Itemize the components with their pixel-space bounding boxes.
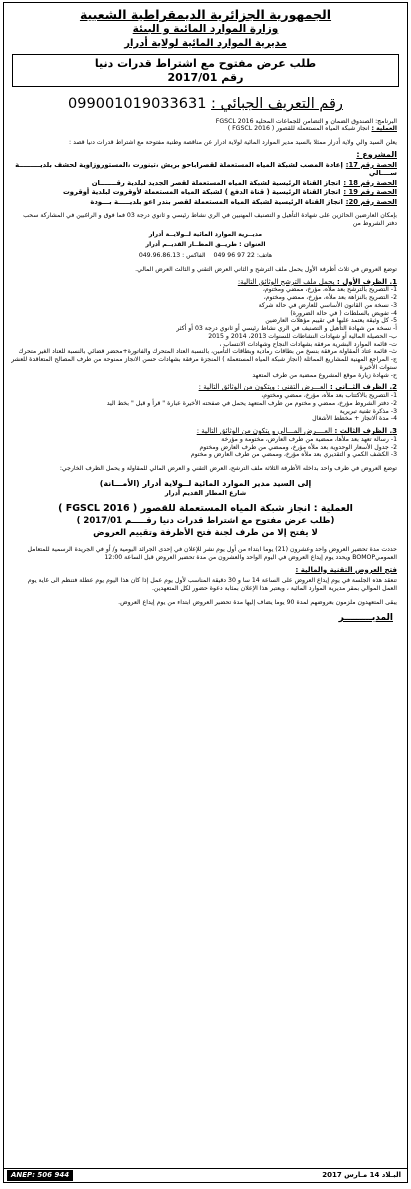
lot-17-label: الحصة رقم 17: (345, 160, 397, 169)
contact-line (4, 252, 407, 260)
phone: هاتف: 22 97 96 049 (213, 252, 273, 260)
tender-title-box (12, 54, 399, 88)
anep-number: ANEP: 506 944 (7, 1170, 73, 1181)
list-item: ب- الحصيلة المالية أو شهادات النشاطات للسنوات 2013، 2014 و 2015 (208, 332, 397, 340)
fiscal-id-label: رقم التعريف الجبائي : (211, 96, 343, 113)
envelope1-subtitle: يحمل ملف الترشح الوثائق التالية: (237, 277, 335, 286)
list-item: 1- التصريح بالترشح بعد ملأه، مؤرخ، ممضي ومختوم، (262, 286, 397, 294)
operation-heading: العملية : انجاز شبكة المياه المستعملة للقصور ( FGSCL 2016 ) (58, 503, 353, 515)
envelope3-title: 3. الظرف الثالث : العــــرض المـــالي و يتكون من الوثائق التالية : (196, 427, 397, 436)
operation-note: لا يفتح إلا من طرف لجنة فتح الأظرفة وتقييم العروض (93, 527, 318, 538)
tender-title: طلب عرض مفتوح مع اشتراط قدرات دنيا (94, 56, 317, 70)
envelope3-subtitle: العــــرض المـــالي و يتكون من الوثائق التالية : (196, 427, 333, 436)
recipient-line: إلى السيد مدير الموارد المائية لــولاية أدرار (الأمـــانة) (99, 478, 312, 488)
list-item: 1- رسالة تعهد بعد ملأها، ممضية من طرف العارض، مختومة و مؤرخة (221, 435, 397, 443)
list-item: ت- قائمة الموارد البشرية مرفقة بشهادات النجاح وشهادات الانتساب ، (219, 340, 397, 348)
lot-20-text: انجاز القناة الرئيسية لشبكة المياه المستعملة لقصر بندر اعو بلديـــــة بـــودة (90, 197, 343, 206)
deposit-text: توضع العروض في ظرف واحد بداخله الأظرفة الثلاثة ملف الترشح، العرض التقني و العرض المالي للمقاولة و يحمل الظرف الخارجي: (59, 465, 397, 473)
list-item: أ- نسخة من شهادة التأهيل و التصنيف في الري نشاط رئيسي أو ثانوي درجة 03 أو أكثر (176, 325, 397, 333)
list-item: 1- التصريح بالاكتتاب بعد ملأه، مؤرخ، ممضي ومختوم، (261, 392, 397, 400)
envelope2-list (4, 392, 407, 423)
operation-tender: (طلب عرض مفتوح مع اشتراط قدرات دنيا رقـــــم 2017/01 ) (76, 515, 335, 526)
deadline-text: حددت مدة تحضير العروض واحد وعشرون (21) يوما ابتداء من أول يوم نشر للإعلان في إحدى الجرائد اليومية و/ أو في الجريدة الرسمية للمتعامل العموميBOMOP ويحدد يوم إيداع العروض في اليوم الواحد والعشرون من مدة تحضير العروض قبل الساعة 12:00 (27, 546, 397, 561)
list-item: 2- جدول الأسعار الوحدوية بعد ملأه مؤرخ، وممضي من طرف العارض ومختوم (199, 443, 397, 451)
lot-19-text: انجاز القناة الرئيسية ( قناة الدفع ) لشبكة المياه المستعملة لأوقروت لبلدية أوقروت (62, 188, 341, 197)
project-block (4, 150, 407, 206)
withdraw-place: مديــرية الموارد المائية لــولايــة أدرار (148, 230, 263, 238)
operation-label: العملية : (371, 125, 397, 133)
signature: المديـــــــــر (338, 612, 393, 623)
envelope2-title: 2. الظرف الثــاني : العـــرض التقني : ويتكون من الوثائق التالية : (198, 383, 397, 392)
envelope1-list (4, 286, 407, 379)
list-item: 4- تفويض بالسلطات ( في حالة الضرورة) (290, 309, 397, 317)
fiscal-id-value: 099001019033631 (68, 96, 207, 113)
list-item: 2- التصريح بالنزاهة بعد ملأه، مؤرخ، ممضي ومختوم، (263, 294, 397, 302)
envelope3-list (4, 436, 407, 459)
list-item: ث- قائمة عتاد المقاولة مرفقة بنسخ من بطاقات رمادية وبطاقات التأمين، بالنسبة العتاد المتحرك والفاتورة+محضر قضائي بالنسبة للعتاد الغير متحرك (18, 348, 397, 356)
ministry-title: وزارة الموارد المائية و البيئة (132, 23, 279, 36)
list-item: 4- مدة الانجاز + مخطط الأشغال (312, 415, 397, 423)
operation-text: انجاز شبكة المياه المستعملة للقصور ( FGSCL 2016 ) (227, 125, 370, 133)
fiscal-id (4, 95, 407, 113)
tender-number: رقم 2017/01 (167, 70, 244, 84)
program-line: البرنامج: الصندوق الضمان و التضامن للجماعات المحلية FGSCL 2016 (215, 117, 397, 125)
lot-19-label: الحصة رقم 19 : (343, 188, 397, 197)
program-block (4, 118, 407, 134)
fax: الفاكس : 049.96.86.13 (138, 252, 206, 260)
offers-intro: توضع العروض في ثلاث أظرفة الأول يحمل ملف الترشح و الثاني العرض التقني و الثالث العرض المالي. (135, 265, 397, 273)
newspaper-date: البـلاد 14 مـارس 2017 (322, 1171, 401, 1179)
list-item: ح- شهادة زيارة موقع المشروع ممضية من طرف المتعهد (252, 371, 397, 379)
lot-20-label: الحصة رقم 20: (345, 197, 397, 206)
envelope2-subtitle: العـــرض التقني : ويتكون من الوثائق التالية : (198, 383, 328, 392)
lot-17-text: إعادة المصب لشبكة المياه المستعملة لقصراباحو بريش ،تينورت ،المستوروزاوية لحشف بلديـــــــــة ســــالي (15, 160, 397, 178)
list-item: 3- مذكرة تقنية تبريرية (339, 407, 397, 415)
lot-18-label: الحصة رقم 18 : (343, 178, 397, 187)
republic-title: الجمهورية الجزائرية الديمقراطية الشعبية (79, 7, 332, 22)
intro-text: يعلن السيد والي ولاية أدرار ممثلا بالسيد مدير الموارد المائية لولاية ادرار عن مناقصة وطنية مفتوحة مع اشتراط قدرات دنيا قصد : (69, 139, 397, 147)
address-line: العنوان : طريــق المطــار القديــم أدرار (145, 241, 266, 249)
eligibility-text: بإمكان العارضين الحائزين على شهادة التأهيل و التصنيف المهنيين في الري نشاط رئيسي و ثانوي درجة 03 فما فوق و الراغبين في المشاركة سحب دفتر الشروط من (23, 212, 397, 227)
envelope1-title: 1. الظرف الأول : يحمل ملف الترشح الوثائق التالية: (237, 277, 397, 286)
recipient-address: شارع المطار القديم أدرار (164, 488, 247, 497)
list-item: ج- المراجع المهنية للمشاريع المماثلة (انجاز شبكة المياه المستعملة ) المنجزة مرفقة بشهادات حسن الانجاز ممنوحة من طرف المصالح المتعاقدة للعشر سنوات الأخيرة (11, 356, 397, 371)
opening-title: فتح العروض التقنية والمالية : (295, 565, 397, 574)
list-item: 3- نسخة من القانون الأساسي للعارض في حالة شركة (258, 301, 397, 309)
directorate-title: مديرية الموارد المائية لولاية أدرار (124, 37, 287, 49)
validity-text: يبقى المتعهدون ملزمون بعروضهم لمدة 90 يوما يضاف إليها مدة تحضير العروض ابتداء من يوم إيداع العروض. (118, 598, 397, 606)
project-label: المشروع : (356, 149, 397, 159)
list-item: 2- دفتر الشروط مؤرخ، ممضي و مختوم من طرف المتعهد يحمل في صفحته الأخيرة عبارة " قرأ و قبل " بخط اليد (106, 399, 397, 407)
opening-text: تنعقد هذه الجلسة في يوم إيداع العروض على الساعة 14 سا و 30 دقيقة المناسب لأول يوم عمل إذا كان هذا اليوم يوم عطلة فتنظم الى غاية يوم العمل الموالي بمقر مديرية الموارد المائية ، ويعتبر هذا الإعلان بمثابة دعوة حضور لكل المتعهدين. (27, 577, 397, 593)
footer (4, 1168, 407, 1182)
announcement-page (3, 2, 408, 1183)
list-item: 5- كل وثيقة يعتمد عليها في تقييم مؤهلات العارضين (265, 317, 397, 325)
lot-18-text: انجاز القناة الرئيسية لشبكة المياه المستعملة لقصر الجديد لبلدية رقـــــــان (91, 178, 341, 187)
list-item: 3- الكشف الكمي و التقديري بعد ملأه مؤرخ، وممضي من طرف العارض و مختوم (190, 451, 397, 459)
